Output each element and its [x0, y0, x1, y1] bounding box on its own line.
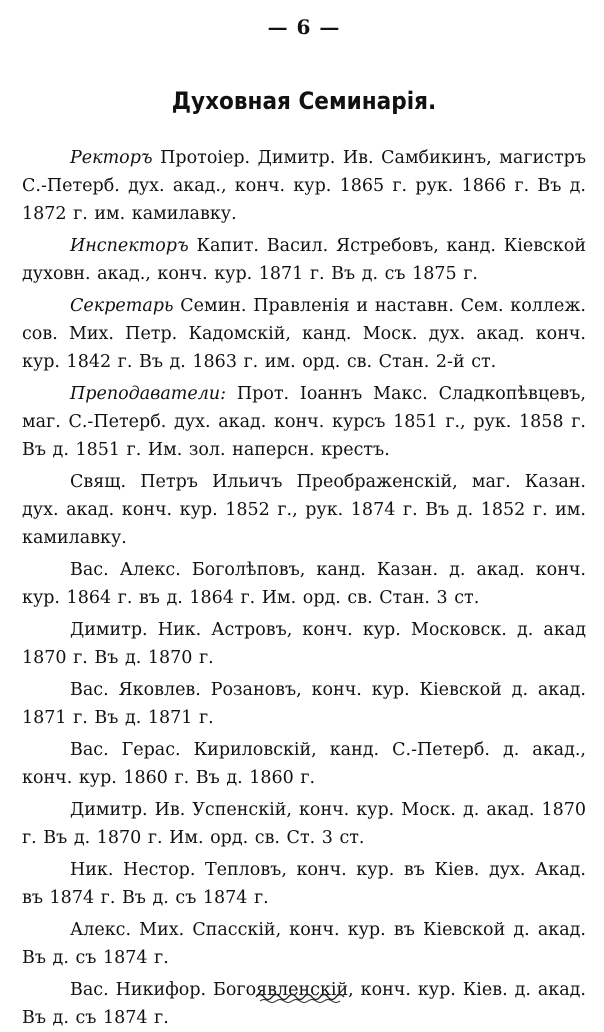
role-label: Секретарь	[70, 296, 174, 316]
staff-entry-teacher: Ник. Нестор. Тепловъ, конч. кур. въ Кіев. дух. Акад. въ 1874 г. Въ д. съ 1874 г.	[22, 860, 586, 908]
page-number: — 6 —	[267, 15, 341, 39]
entry-text: Прот. Іоаннъ Макс. Сладкопѣвцевъ, маг. С.-Петерб. дух. акад. конч. курсъ 1851 г., рук. 1858 г. Въ д. 1851 г. Им. зол. наперсн. крестъ.	[22, 384, 586, 460]
role-label: Ректоръ	[70, 148, 153, 168]
staff-entry-teacher: Свящ. Петръ Ильичъ Преображенскій, маг. Казан. дух. акад. конч. кур. 1852 г., рук. 1874 г. Въ д. 1852 г. им. камилавку.	[22, 472, 586, 548]
staff-entry-teacher	[22, 380, 586, 464]
entry-text: Семин. Правленія и наставн. Сем. коллеж. сов. Мих. Петр. Кадомскій, канд. Моск. дух. акад. конч. кур. 1842 г. Въ д. 1863 г. им. орд. св. Стан. 2-й ст.	[22, 296, 586, 372]
staff-entry-teacher: Вас. Алекс. Боголѣповъ, канд. Казан. д. акад. конч. кур. 1864 г. въ д. 1864 г. Им. орд. св. Стан. 3 ст.	[22, 560, 586, 608]
staff-entry-teacher: Димитр. Ив. Успенскій, конч. кур. Моск. д. акад. 1870 г. Въ д. 1870 г. Им. орд. св. Ст. 3 ст.	[22, 800, 586, 848]
section-title: Духовная Семинарія.	[171, 87, 437, 115]
staff-entry-secretary	[22, 292, 586, 376]
staff-list	[22, 144, 586, 1032]
wavy-divider-ornament	[254, 990, 350, 1004]
staff-entry-teacher: Димитр. Ник. Астровъ, конч. кур. Московск. д. акад 1870 г. Въ д. 1870 г.	[22, 620, 586, 668]
staff-entry-teacher: Вас. Никифор. Богоявленскій, конч. кур. Кіев. д. акад. Въ д. съ 1874 г.	[22, 980, 586, 1028]
staff-entry-teacher: Вас. Яковлев. Розановъ, конч. кур. Кіевской д. акад. 1871 г. Въ д. 1871 г.	[22, 680, 586, 728]
role-label: Преподаватели:	[70, 384, 227, 404]
staff-entry-inspector	[22, 232, 586, 288]
staff-entry-teacher: Вас. Герас. Кириловскій, канд. С.-Петерб. д. акад., конч. кур. 1860 г. Въ д. 1860 г.	[22, 740, 586, 788]
staff-entry-rector	[22, 144, 586, 228]
staff-entry-teacher: Алекс. Мих. Спасскій, конч. кур. въ Кіевской д. акад. Въ д. съ 1874 г.	[22, 920, 586, 968]
role-label: Инспекторъ	[70, 236, 189, 256]
entry-text: Протоіер. Димитр. Ив. Самбикинъ, магистръ С.-Петерб. дух. акад., конч. кур. 1865 г. рук. 1866 г. Въ д. 1872 г. им. камилавку.	[22, 148, 586, 224]
entry-text: Капит. Васил. Ястребовъ, канд. Кіевской духовн. акад., конч. кур. 1871 г. Въ д. съ 1875 г.	[22, 236, 586, 284]
